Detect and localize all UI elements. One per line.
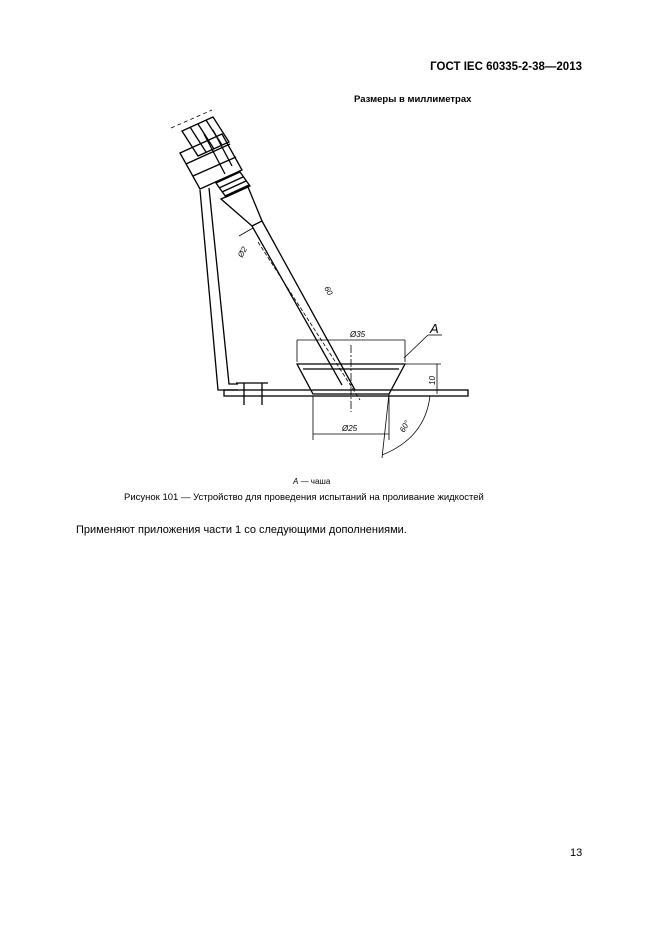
legend-text: — чаша (298, 477, 331, 486)
holder-axis (171, 110, 212, 128)
units-note: Размеры в миллиметрах (354, 94, 472, 105)
callout-label: A (430, 321, 439, 336)
dim-angle: 60° (397, 419, 412, 434)
figure-legend (293, 477, 330, 486)
dim-nozzle-diameter: Ø2 (235, 245, 250, 259)
standard-designation: ГОСТ IEC 60335-2-38—2013 (430, 61, 582, 73)
legend-key: A (293, 477, 299, 486)
dim-height: 10 (428, 376, 437, 385)
dimension-line-length (258, 242, 360, 400)
body-paragraph: Применяют приложения части 1 со следующими дополнениями. (76, 524, 407, 536)
clamp-block (180, 130, 242, 189)
nozzle-cone (221, 187, 262, 226)
page-number: 13 (570, 847, 583, 859)
dim-top-diameter: Ø35 (350, 330, 366, 339)
figure-caption: Рисунок 101 — Устройство для проведения испытаний на проливание жидкостей (124, 492, 484, 503)
support-rod (200, 188, 238, 390)
dim-tube-length: 60 (322, 284, 335, 297)
base-plate (224, 390, 468, 396)
callout-leader (404, 335, 428, 358)
dim-bottom-diameter: Ø25 (342, 424, 358, 433)
